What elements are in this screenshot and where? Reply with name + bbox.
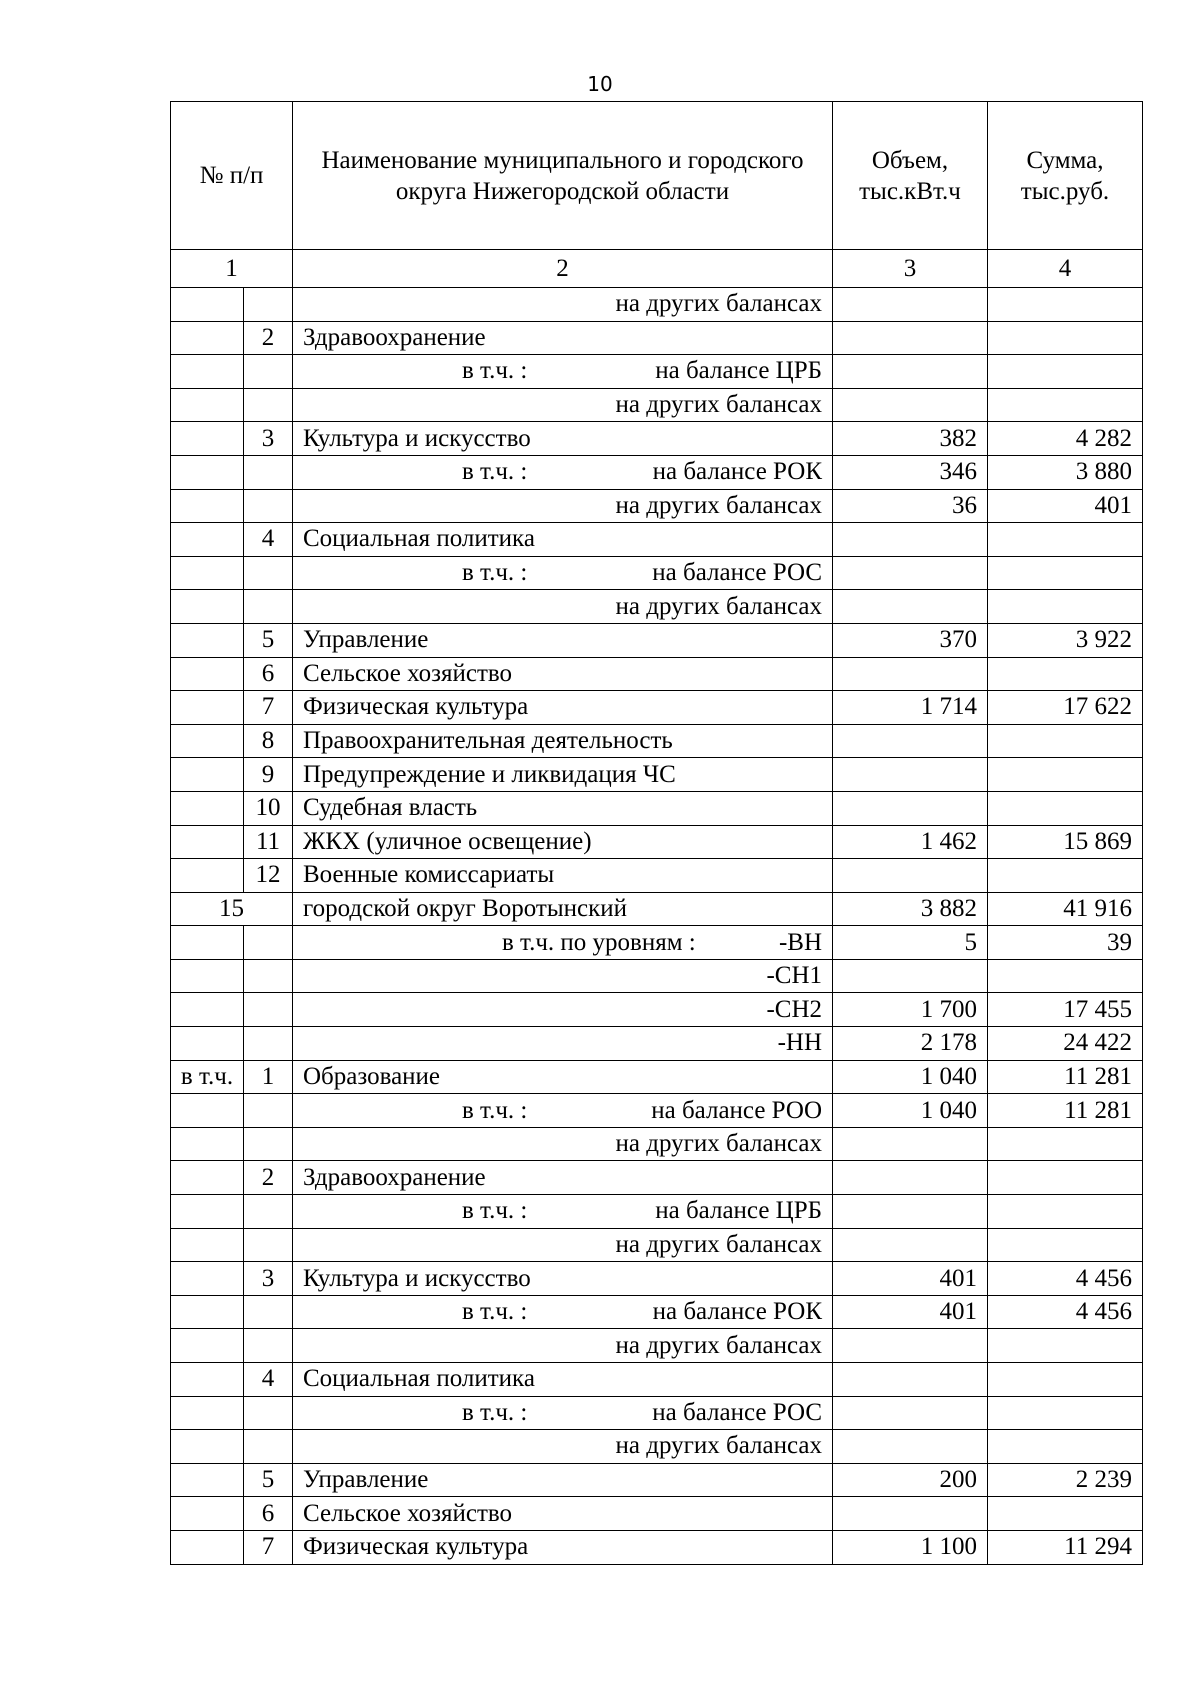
row-sum: [988, 556, 1143, 590]
row-sum: 24 422: [988, 1027, 1143, 1061]
column-number-2: 2: [293, 250, 833, 288]
row-volume: 1 700: [833, 993, 988, 1027]
row-volume: [833, 959, 988, 993]
table-row: [171, 1127, 1143, 1161]
row-name-label: на балансе РОК: [652, 1298, 822, 1326]
row-volume: [833, 523, 988, 557]
row-group-cell: [171, 590, 244, 624]
row-sum: 3 922: [988, 623, 1143, 657]
row-name: [293, 1094, 833, 1128]
table-row: [171, 288, 1143, 322]
table-row: [171, 590, 1143, 624]
header-name: Наименование муниципального и городского округа Нижегородской области: [293, 102, 833, 250]
row-group-cell: [171, 1295, 244, 1329]
table-row: [171, 825, 1143, 859]
row-sum: [988, 355, 1143, 389]
row-name: Физическая культура: [293, 1530, 833, 1564]
row-sum: 11 281: [988, 1094, 1143, 1128]
header-number: № п/п: [171, 102, 293, 250]
row-group-cell: [171, 926, 244, 960]
table-row: [171, 623, 1143, 657]
table-row: [171, 489, 1143, 523]
row-name: [293, 1396, 833, 1430]
row-sum: 39: [988, 926, 1143, 960]
row-group-cell: [171, 691, 244, 725]
row-item-number: [244, 556, 293, 590]
row-volume: 1 462: [833, 825, 988, 859]
row-name: -НН: [293, 1027, 833, 1061]
row-volume: 1 100: [833, 1530, 988, 1564]
table-row: [171, 1161, 1143, 1195]
row-group-cell: [171, 1195, 244, 1229]
row-name-prefix: в т.ч. :: [462, 559, 528, 587]
row-sum: [988, 1195, 1143, 1229]
row-name: Культура и искусство: [293, 1262, 833, 1296]
row-name: Управление: [293, 623, 833, 657]
row-group-cell: [171, 1396, 244, 1430]
row-item-number: 1: [244, 1060, 293, 1094]
page-number: 10: [587, 72, 613, 96]
row-volume: [833, 1161, 988, 1195]
row-group-cell: [171, 288, 244, 322]
row-volume: 401: [833, 1262, 988, 1296]
row-name: Социальная политика: [293, 523, 833, 557]
row-item-number: [244, 489, 293, 523]
row-group-cell: [171, 758, 244, 792]
row-group-cell: [171, 724, 244, 758]
row-name: на других балансах: [293, 489, 833, 523]
row-sum: [988, 959, 1143, 993]
row-volume: [833, 556, 988, 590]
row-group-cell: [171, 1161, 244, 1195]
row-group-cell: [171, 556, 244, 590]
row-name: Образование: [293, 1060, 833, 1094]
row-item-number: 10: [244, 791, 293, 825]
table-row: [171, 1060, 1143, 1094]
table-row: [171, 892, 1143, 926]
table-row: [171, 1295, 1143, 1329]
row-sum: [988, 1430, 1143, 1464]
row-volume: [833, 724, 988, 758]
row-volume: 370: [833, 623, 988, 657]
row-group-cell: [171, 523, 244, 557]
row-volume: [833, 388, 988, 422]
table-row: [171, 926, 1143, 960]
row-sum: [988, 590, 1143, 624]
table-row: [171, 1027, 1143, 1061]
row-group-cell: [171, 1430, 244, 1464]
row-sum: [988, 1497, 1143, 1531]
row-volume: 36: [833, 489, 988, 523]
table-row: [171, 859, 1143, 893]
row-volume: [833, 1396, 988, 1430]
row-item-number: 7: [244, 1530, 293, 1564]
row-group-cell: [171, 1027, 244, 1061]
row-sum: [988, 321, 1143, 355]
table-row: [171, 556, 1143, 590]
table-row: [171, 791, 1143, 825]
row-group-cell: [171, 1094, 244, 1128]
table-row: [171, 1228, 1143, 1262]
header-volume: Объем, тыс.кВт.ч: [833, 102, 988, 250]
row-volume: 401: [833, 1295, 988, 1329]
row-sum: [988, 1161, 1143, 1195]
column-number-1: 1: [171, 250, 293, 288]
column-number-3: 3: [833, 250, 988, 288]
row-name: -СН1: [293, 959, 833, 993]
row-name: городской округ Воротынский: [293, 892, 833, 926]
row-item-number: [244, 1127, 293, 1161]
table-row: [171, 388, 1143, 422]
row-group-cell: [171, 791, 244, 825]
row-sum: 3 880: [988, 455, 1143, 489]
row-group-cell: [171, 321, 244, 355]
row-name: Здравоохранение: [293, 321, 833, 355]
table-row: [171, 1497, 1143, 1531]
row-sum: 2 239: [988, 1463, 1143, 1497]
table-row: [171, 724, 1143, 758]
row-group-cell: [171, 489, 244, 523]
row-sum: 17 622: [988, 691, 1143, 725]
row-item-number: 4: [244, 523, 293, 557]
row-item-number: 11: [244, 825, 293, 859]
row-item-number: 5: [244, 1463, 293, 1497]
table-row: [171, 422, 1143, 456]
row-volume: [833, 657, 988, 691]
row-name: [293, 1295, 833, 1329]
row-volume: [833, 321, 988, 355]
table-row: [171, 1530, 1143, 1564]
table-row: [171, 1094, 1143, 1128]
row-sum: [988, 388, 1143, 422]
row-item-number: [244, 1430, 293, 1464]
row-item-number: [244, 1329, 293, 1363]
row-item-number: 2: [244, 1161, 293, 1195]
row-sum: [988, 1363, 1143, 1397]
row-name-label: на балансе РОС: [652, 559, 822, 587]
row-sum: 11 294: [988, 1530, 1143, 1564]
row-item-number: 4: [244, 1363, 293, 1397]
row-sum: [988, 1396, 1143, 1430]
row-group-cell: [171, 1530, 244, 1564]
row-item-number: [244, 1195, 293, 1229]
row-group-cell: [171, 1262, 244, 1296]
row-name: [293, 1195, 833, 1229]
row-group-cell: [171, 1228, 244, 1262]
row-item-number: [244, 455, 293, 489]
row-name: Правоохранительная деятельность: [293, 724, 833, 758]
row-name-prefix: в т.ч. по уровням :: [502, 928, 696, 956]
row-group-cell: [171, 993, 244, 1027]
row-item-number: [244, 959, 293, 993]
row-group-cell: [171, 355, 244, 389]
row-volume: [833, 1430, 988, 1464]
row-sum: 41 916: [988, 892, 1143, 926]
row-item-number: 3: [244, 1262, 293, 1296]
row-item-number: 9: [244, 758, 293, 792]
row-volume: [833, 355, 988, 389]
row-name-label: -ВН: [778, 928, 822, 956]
row-volume: [833, 1127, 988, 1161]
row-volume: 1 040: [833, 1094, 988, 1128]
column-numbers-row: [171, 250, 1143, 288]
row-item-number: 6: [244, 657, 293, 691]
row-item-number: [244, 590, 293, 624]
row-sum: 401: [988, 489, 1143, 523]
row-group-cell: [171, 455, 244, 489]
row-volume: 2 178: [833, 1027, 988, 1061]
row-item-number: [244, 1228, 293, 1262]
row-group-cell: [171, 1329, 244, 1363]
row-sum: [988, 1228, 1143, 1262]
row-name-prefix: в т.ч. :: [462, 357, 528, 385]
row-volume: 1 714: [833, 691, 988, 725]
row-volume: [833, 1363, 988, 1397]
row-volume: [833, 1228, 988, 1262]
row-name: Сельское хозяйство: [293, 657, 833, 691]
table-row: [171, 321, 1143, 355]
row-sum: [988, 523, 1143, 557]
row-volume: [833, 1497, 988, 1531]
row-sum: 15 869: [988, 825, 1143, 859]
row-item-number: [244, 1396, 293, 1430]
row-item-number: 12: [244, 859, 293, 893]
row-item-number: [244, 355, 293, 389]
row-name: [293, 926, 833, 960]
row-volume: [833, 791, 988, 825]
table-row: [171, 691, 1143, 725]
header-sum: Сумма, тыс.руб.: [988, 102, 1143, 250]
row-group-cell: в т.ч.: [171, 1060, 244, 1094]
table-row: [171, 1329, 1143, 1363]
row-name-label: на балансе РОО: [651, 1096, 822, 1124]
row-name: [293, 556, 833, 590]
table-row: [171, 1363, 1143, 1397]
row-district-number: 15: [171, 892, 293, 926]
row-item-number: 2: [244, 321, 293, 355]
row-sum: 4 456: [988, 1262, 1143, 1296]
energy-consumption-table: [170, 101, 1143, 1565]
row-group-cell: [171, 388, 244, 422]
column-number-4: 4: [988, 250, 1143, 288]
row-item-number: [244, 1295, 293, 1329]
row-item-number: 8: [244, 724, 293, 758]
row-group-cell: [171, 1363, 244, 1397]
row-sum: 4 456: [988, 1295, 1143, 1329]
table-row: [171, 1396, 1143, 1430]
row-name: на других балансах: [293, 1228, 833, 1262]
table-row: [171, 1262, 1143, 1296]
row-name: на других балансах: [293, 590, 833, 624]
row-item-number: [244, 388, 293, 422]
row-group-cell: [171, 859, 244, 893]
row-name: [293, 355, 833, 389]
row-item-number: 7: [244, 691, 293, 725]
row-name: Культура и искусство: [293, 422, 833, 456]
row-name-label: на балансе ЦРБ: [655, 1197, 822, 1225]
row-volume: 3 882: [833, 892, 988, 926]
row-name-prefix: в т.ч. :: [462, 458, 528, 486]
row-volume: [833, 1195, 988, 1229]
row-volume: 346: [833, 455, 988, 489]
row-item-number: [244, 993, 293, 1027]
row-group-cell: [171, 825, 244, 859]
row-group-cell: [171, 422, 244, 456]
table-row: [171, 959, 1143, 993]
row-item-number: [244, 926, 293, 960]
row-group-cell: [171, 623, 244, 657]
row-group-cell: [171, 959, 244, 993]
row-name: на других балансах: [293, 1127, 833, 1161]
row-name-label: на балансе ЦРБ: [655, 357, 822, 385]
row-volume: [833, 288, 988, 322]
row-group-cell: [171, 1463, 244, 1497]
row-name: Социальная политика: [293, 1363, 833, 1397]
row-name: -СН2: [293, 993, 833, 1027]
row-sum: [988, 1329, 1143, 1363]
row-name: Судебная власть: [293, 791, 833, 825]
row-name-prefix: в т.ч. :: [462, 1096, 528, 1124]
row-name: ЖКХ (уличное освещение): [293, 825, 833, 859]
row-name: Сельское хозяйство: [293, 1497, 833, 1531]
row-name: Предупреждение и ликвидация ЧС: [293, 758, 833, 792]
row-name: Военные комиссариаты: [293, 859, 833, 893]
table-header-row: [171, 102, 1143, 250]
row-volume: [833, 590, 988, 624]
row-sum: [988, 657, 1143, 691]
row-item-number: 3: [244, 422, 293, 456]
row-sum: [988, 288, 1143, 322]
row-name: [293, 455, 833, 489]
row-name: Здравоохранение: [293, 1161, 833, 1195]
row-group-cell: [171, 1127, 244, 1161]
row-volume: [833, 1329, 988, 1363]
table-row: [171, 657, 1143, 691]
row-item-number: [244, 1094, 293, 1128]
row-name-prefix: в т.ч. :: [462, 1197, 528, 1225]
row-name: на других балансах: [293, 388, 833, 422]
row-name: Физическая культура: [293, 691, 833, 725]
row-sum: [988, 724, 1143, 758]
row-sum: 17 455: [988, 993, 1143, 1027]
table-row: [171, 1463, 1143, 1497]
row-group-cell: [171, 657, 244, 691]
row-volume: 1 040: [833, 1060, 988, 1094]
row-volume: 382: [833, 422, 988, 456]
row-sum: 11 281: [988, 1060, 1143, 1094]
row-name: на других балансах: [293, 288, 833, 322]
table-row: [171, 1430, 1143, 1464]
table-row: [171, 1195, 1143, 1229]
row-name-label: на балансе РОС: [652, 1398, 822, 1426]
row-name-prefix: в т.ч. :: [462, 1398, 528, 1426]
table-row: [171, 455, 1143, 489]
row-item-number: 6: [244, 1497, 293, 1531]
row-sum: 4 282: [988, 422, 1143, 456]
table-row: [171, 355, 1143, 389]
row-volume: [833, 758, 988, 792]
row-name: на других балансах: [293, 1430, 833, 1464]
row-item-number: 5: [244, 623, 293, 657]
table-row: [171, 993, 1143, 1027]
table-row: [171, 523, 1143, 557]
row-item-number: [244, 288, 293, 322]
row-name-label: на балансе РОК: [652, 458, 822, 486]
row-sum: [988, 1127, 1143, 1161]
row-name-prefix: в т.ч. :: [462, 1298, 528, 1326]
row-sum: [988, 791, 1143, 825]
row-group-cell: [171, 1497, 244, 1531]
row-volume: [833, 859, 988, 893]
row-item-number: [244, 1027, 293, 1061]
row-sum: [988, 758, 1143, 792]
row-name: Управление: [293, 1463, 833, 1497]
row-sum: [988, 859, 1143, 893]
row-volume: 5: [833, 926, 988, 960]
row-volume: 200: [833, 1463, 988, 1497]
row-name: на других балансах: [293, 1329, 833, 1363]
table-row: [171, 758, 1143, 792]
